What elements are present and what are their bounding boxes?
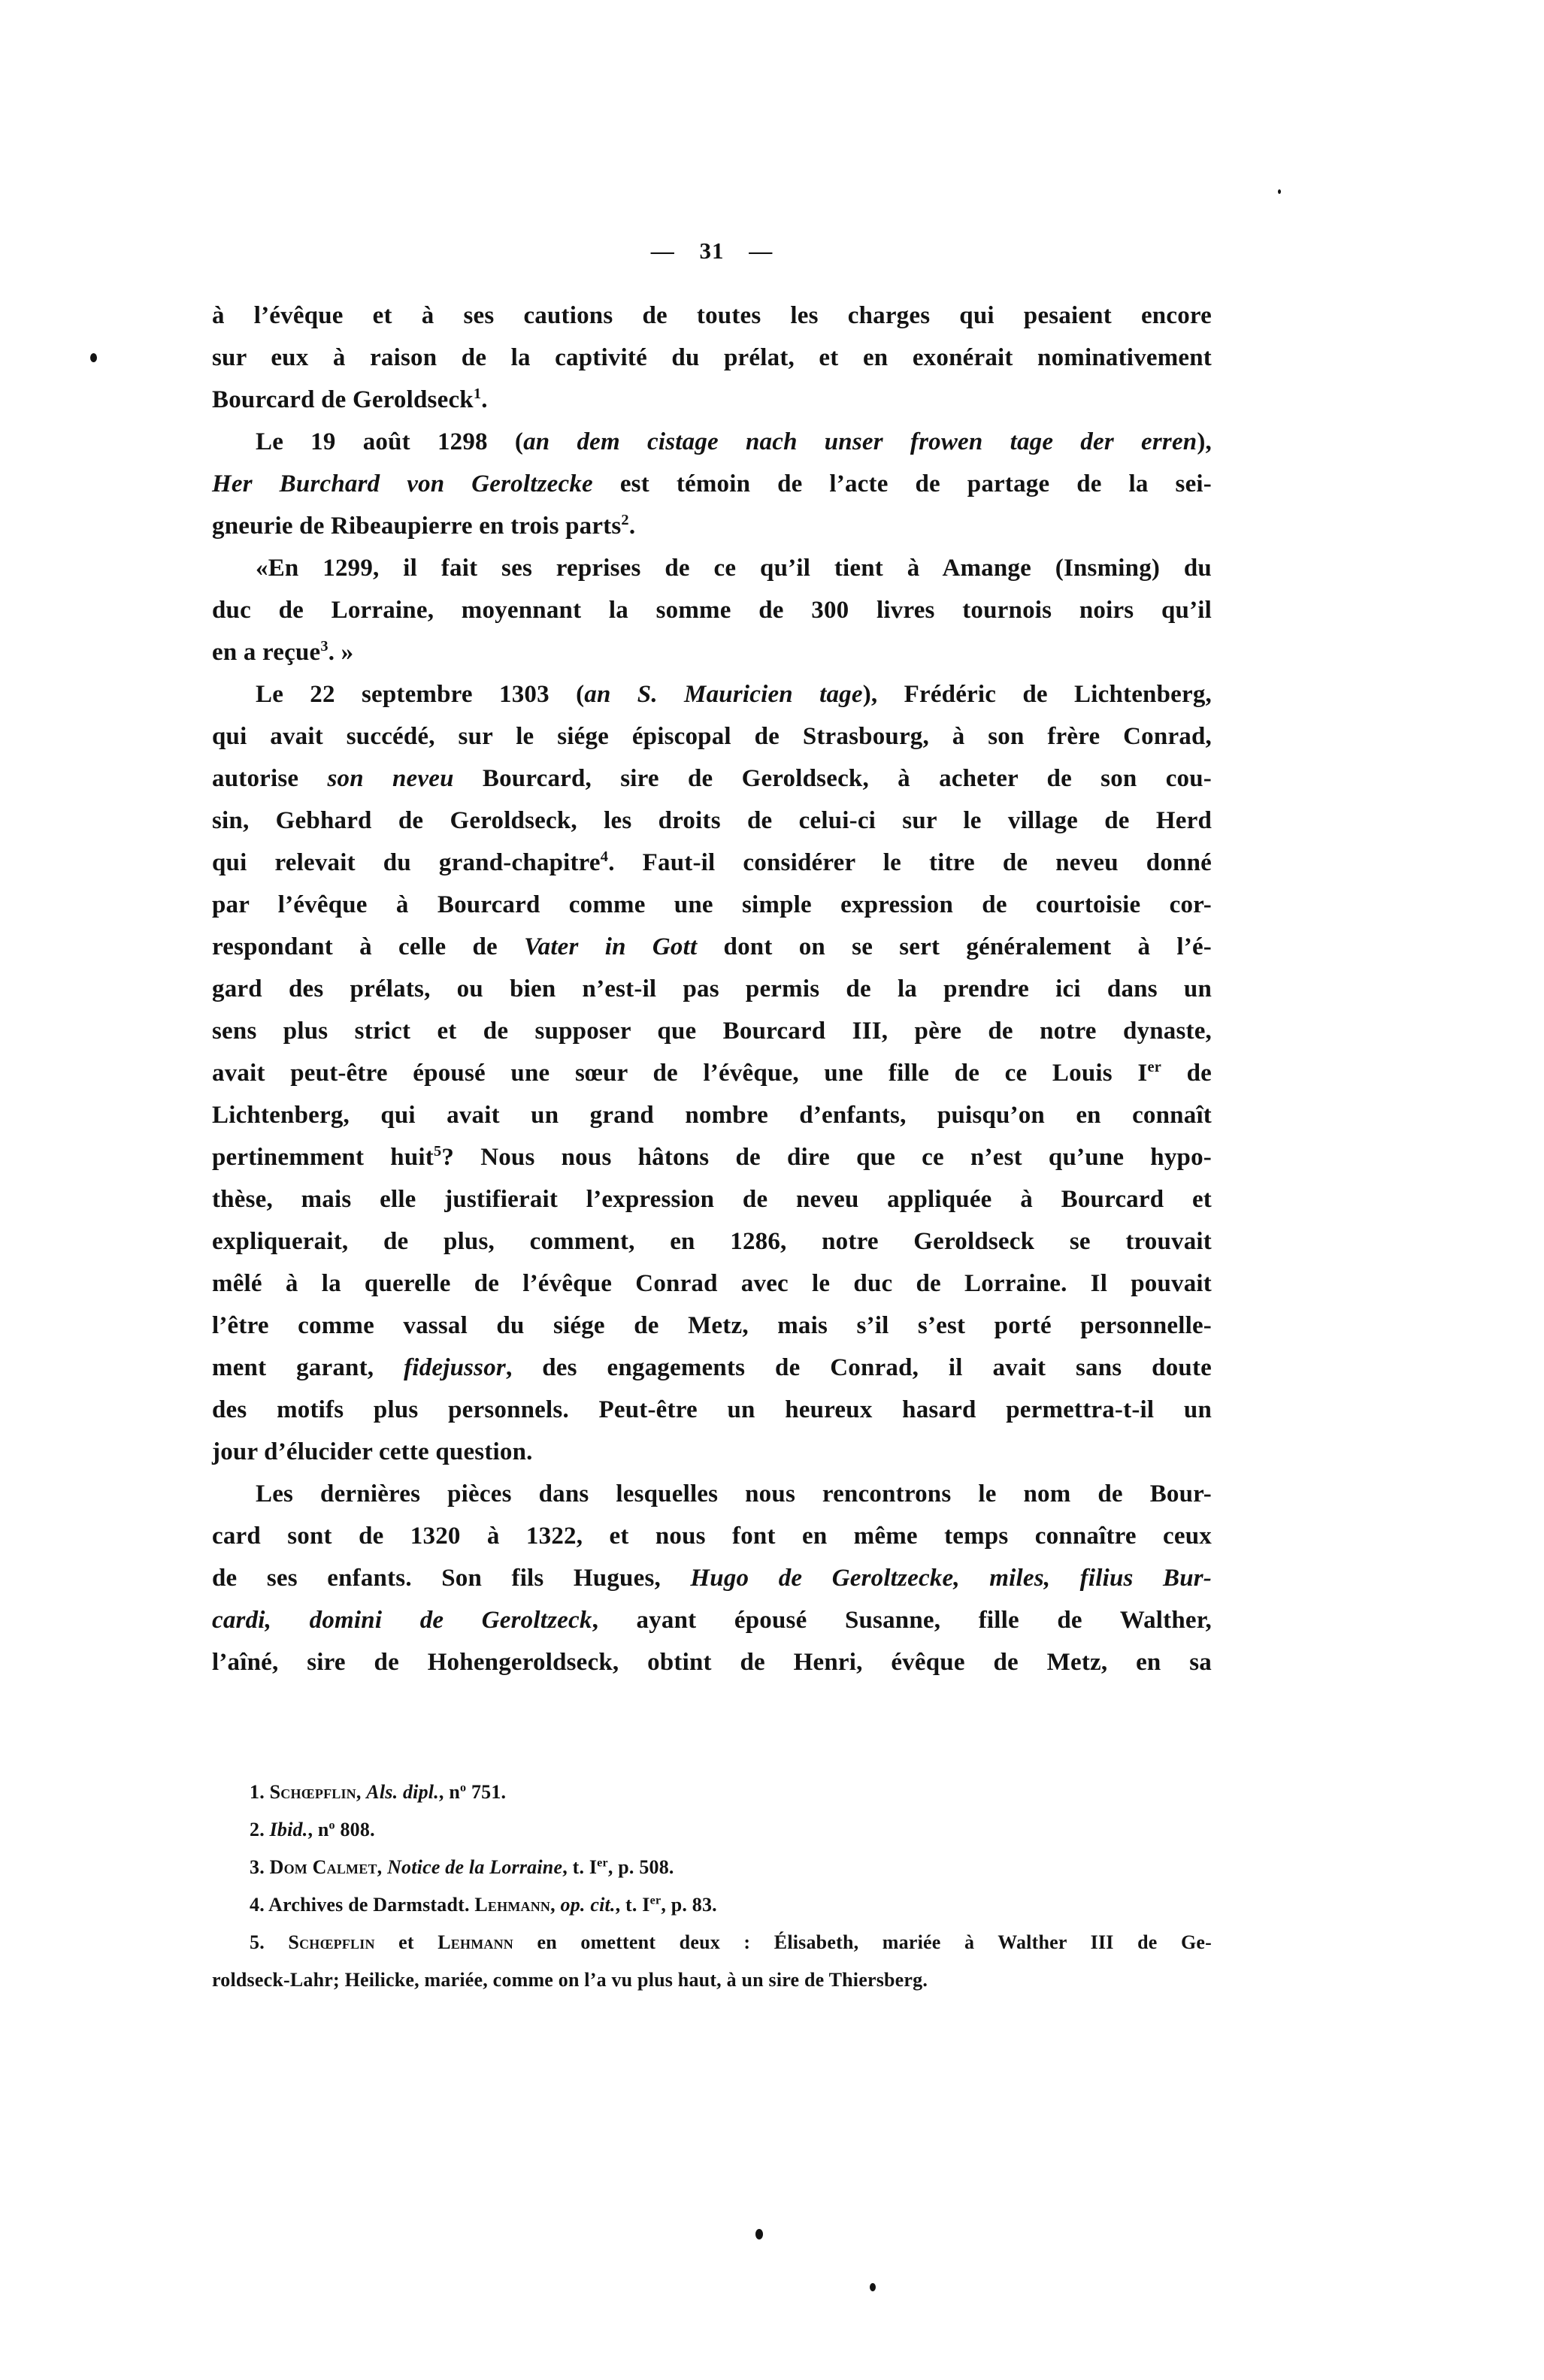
text-line xyxy=(212,1178,1212,1220)
page-number: — 31 — xyxy=(650,237,774,264)
text-segment: an S. Mauricien tage xyxy=(584,681,863,708)
text-segment: an dem cistage nach unser frowen tage der erren xyxy=(523,428,1197,455)
text-segment: l’être comme vassal du siége de Metz, mais s’il s’est porté personnelle- xyxy=(212,1312,1212,1339)
text-line xyxy=(212,1515,1212,1557)
text-segment: ), Frédéric de Lichtenberg, xyxy=(862,681,1212,708)
text-segment: gard des prélats, ou bien n’est-il pas permis de la prendre ici dans un xyxy=(212,975,1212,1003)
text-segment: . Faut-il considérer le titre de neveu donné xyxy=(608,849,1212,876)
text-segment: fidejussor xyxy=(404,1354,506,1381)
text-segment: Lehmann xyxy=(437,1931,514,1953)
text-segment: Notice de la Lorraine xyxy=(387,1856,563,1878)
text-segment: . xyxy=(628,513,636,540)
text-segment: à l’évêque et à ses cautions de toutes les charges qui pesaient encore xyxy=(212,302,1212,329)
main-text-block xyxy=(212,295,1212,1683)
text-segment: est témoin de l’acte de partage de la sei- xyxy=(592,470,1212,497)
text-segment: en a reçue xyxy=(212,639,321,666)
footnote-line xyxy=(212,1886,1212,1924)
text-line xyxy=(212,337,1212,379)
text-line xyxy=(212,1473,1212,1515)
ink-speck xyxy=(90,353,97,362)
ink-speck xyxy=(1278,189,1281,194)
text-segment: , des engagements de Conrad, il avait sans doute xyxy=(505,1354,1212,1381)
text-segment: Hugo de Geroltzecke, miles, filius Bur- xyxy=(690,1565,1212,1592)
ink-speck xyxy=(870,2283,876,2291)
text-segment: Les dernières pièces dans lesquelles nous rencontrons le nom de Bour- xyxy=(256,1480,1212,1508)
text-line xyxy=(212,715,1212,758)
text-segment: ), xyxy=(1197,428,1212,455)
text-line xyxy=(212,547,1212,589)
text-segment: . » xyxy=(328,639,354,666)
text-segment: «En 1299, il fait ses reprises de ce qu’il tient à Amange (Insming) du xyxy=(256,555,1212,582)
text-segment: 5. xyxy=(250,1931,289,1953)
text-segment: roldseck-Lahr; Heilicke, mariée, comme on l’a vu plus haut, à un sire de Thiersberg. xyxy=(212,1969,928,1991)
text-segment: Le 22 septembre 1303 ( xyxy=(256,681,585,708)
footnotes-block xyxy=(212,1774,1212,1999)
footnote-line xyxy=(212,1924,1212,1961)
text-segment: o xyxy=(328,1819,335,1832)
text-segment: avait peut-être épousé une sœur de l’évêque, une fille de ce Louis I xyxy=(212,1060,1148,1087)
text-line xyxy=(212,1010,1212,1052)
text-segment: , p. 83. xyxy=(661,1894,717,1916)
text-line xyxy=(212,1557,1212,1599)
text-segment: Le 19 août 1298 ( xyxy=(256,428,524,455)
text-line xyxy=(212,1094,1212,1136)
text-segment: l’aîné, sire de Hohengeroldseck, obtint de Henri, évêque de Metz, en sa xyxy=(212,1649,1212,1676)
text-segment: Schœpflin xyxy=(288,1931,375,1953)
text-line xyxy=(212,1431,1212,1473)
text-segment: Dom Calmet xyxy=(269,1856,377,1878)
text-line xyxy=(212,379,1212,421)
text-segment: sin, Gebhard de Geroldseck, les droits de celui-ci sur le village de Herd xyxy=(212,807,1212,834)
text-segment: Schœpflin xyxy=(269,1781,356,1803)
text-segment: mêlé à la querelle de l’évêque Conrad avec le duc de Lorraine. Il pouvait xyxy=(212,1270,1212,1297)
text-segment: dont on se sert généralement à l’é- xyxy=(697,933,1212,960)
text-line xyxy=(212,926,1212,968)
text-line xyxy=(212,505,1212,547)
text-segment: pertinemment huit xyxy=(212,1144,434,1171)
text-segment: , n xyxy=(438,1781,460,1803)
text-segment: , t. I xyxy=(562,1856,598,1878)
text-line xyxy=(212,842,1212,884)
text-segment: de ses enfants. Son fils Hugues, xyxy=(212,1565,691,1592)
text-segment: , xyxy=(356,1781,367,1803)
text-line xyxy=(212,1220,1212,1263)
text-segment: respondant à celle de xyxy=(212,933,525,960)
text-line xyxy=(212,1641,1212,1683)
text-segment: Ibid. xyxy=(269,1819,308,1840)
text-line xyxy=(212,884,1212,926)
text-segment: . xyxy=(481,386,488,413)
text-segment: er xyxy=(597,1856,608,1870)
text-segment: Bourcard, sire de Geroldseck, à acheter de son cou- xyxy=(453,765,1212,792)
footnote-line xyxy=(212,1849,1212,1886)
text-line xyxy=(212,1263,1212,1305)
text-segment: son neveu xyxy=(327,765,454,792)
text-segment: duc de Lorraine, moyennant la somme de 300 livres tournois noirs qu’il xyxy=(212,597,1212,624)
text-segment: et xyxy=(374,1931,438,1953)
text-segment: 3 xyxy=(320,638,328,655)
text-line xyxy=(212,1305,1212,1347)
text-segment: , t. I xyxy=(615,1894,650,1916)
text-segment: Bourcard de Geroldseck xyxy=(212,386,474,413)
text-segment: er xyxy=(649,1894,661,1907)
ink-speck xyxy=(755,2229,763,2239)
text-segment: , xyxy=(550,1894,561,1916)
text-segment: Her Burchard von Geroltzecke xyxy=(212,470,593,497)
text-segment: qui avait succédé, sur le siége épiscopal de Strasbourg, à son frère Conrad, xyxy=(212,723,1212,750)
text-segment: Lichtenberg, qui avait un grand nombre d’enfants, puisqu’on en connaît xyxy=(212,1102,1212,1129)
text-segment: 751. xyxy=(466,1781,507,1803)
text-segment: , xyxy=(377,1856,388,1878)
text-line xyxy=(212,1052,1212,1094)
text-segment: 808. xyxy=(335,1819,375,1840)
text-segment: jour d’élucider cette question. xyxy=(212,1438,533,1465)
text-segment: autorise xyxy=(212,765,328,792)
text-line xyxy=(212,758,1212,800)
text-segment: Als. dipl. xyxy=(366,1781,439,1803)
text-segment: ment garant, xyxy=(212,1354,404,1381)
footnote-line xyxy=(212,1774,1212,1811)
text-segment: 3. xyxy=(250,1856,270,1878)
text-segment: 2 xyxy=(621,512,629,528)
text-line xyxy=(212,1347,1212,1389)
text-segment: en omettent deux : Élisabeth, mariée à Walther III de Ge- xyxy=(513,1931,1212,1953)
text-line xyxy=(212,673,1212,715)
text-segment: des motifs plus personnels. Peut-être un heureux hasard permettra-t-il un xyxy=(212,1396,1212,1423)
text-segment: de xyxy=(1161,1060,1212,1087)
text-segment: op. cit. xyxy=(560,1894,616,1916)
text-segment: 4 xyxy=(600,848,609,865)
text-segment: thèse, mais elle justifierait l’expression de neveu appliquée à Bourcard et xyxy=(212,1186,1212,1213)
text-segment: o xyxy=(459,1781,467,1795)
text-line xyxy=(212,631,1212,673)
footnote-line xyxy=(212,1961,1212,1999)
text-line xyxy=(212,295,1212,337)
text-segment: 4. Archives de Darmstadt. xyxy=(250,1894,475,1916)
text-segment: er xyxy=(1147,1059,1161,1075)
text-segment: sens plus strict et de supposer que Bourcard III, père de notre dynaste, xyxy=(212,1018,1212,1045)
text-segment: ? Nous nous hâtons de dire que ce n’est qu’une hypo- xyxy=(441,1144,1212,1171)
text-line xyxy=(212,463,1212,505)
text-segment: 1 xyxy=(473,386,482,402)
text-segment: , n xyxy=(307,1819,329,1840)
text-segment: cardi, domini de Geroltzeck xyxy=(212,1607,592,1634)
text-segment: Vater in Gott xyxy=(524,933,698,960)
text-segment: , p. 508. xyxy=(607,1856,674,1878)
text-segment: expliquerait, de plus, comment, en 1286, notre Geroldseck se trouvait xyxy=(212,1228,1212,1255)
text-segment: gneurie de Ribeaupierre en trois parts xyxy=(212,513,622,540)
text-segment: card sont de 1320 à 1322, et nous font en même temps connaître ceux xyxy=(212,1523,1212,1550)
text-segment: qui relevait du grand-chapitre xyxy=(212,849,601,876)
text-line xyxy=(212,421,1212,463)
text-segment: 1. xyxy=(250,1781,270,1803)
text-segment: , ayant épousé Susanne, fille de Walther, xyxy=(592,1607,1212,1634)
text-segment: par l’évêque à Bourcard comme une simple expression de courtoisie cor- xyxy=(212,891,1212,918)
text-segment: Lehmann xyxy=(474,1894,551,1916)
text-segment: 2. xyxy=(250,1819,270,1840)
text-line xyxy=(212,1136,1212,1178)
text-segment: 5 xyxy=(433,1143,442,1160)
text-line xyxy=(212,1599,1212,1641)
text-segment: sur eux à raison de la captivité du prélat, et en exonérait nominativement xyxy=(212,344,1212,371)
text-line xyxy=(212,968,1212,1010)
text-line xyxy=(212,1389,1212,1431)
footnote-line xyxy=(212,1811,1212,1849)
text-line xyxy=(212,589,1212,631)
text-line xyxy=(212,800,1212,842)
